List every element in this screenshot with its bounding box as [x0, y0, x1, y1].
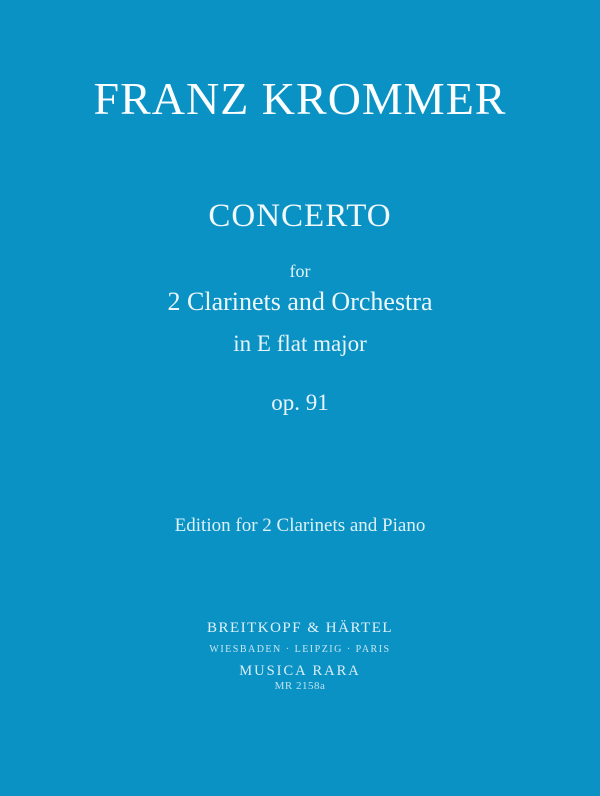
catalog-number: MR 2158a: [274, 680, 326, 692]
edition-note: Edition for 2 Clarinets and Piano: [174, 515, 426, 536]
publisher-imprint: MUSICA RARA: [239, 663, 361, 679]
opus-number: op. 91: [271, 390, 329, 415]
publisher-cities: WIESBADEN · LEIPZIG · PARIS: [209, 644, 391, 655]
subtitle-for: for: [289, 261, 311, 281]
work-key: in E flat major: [233, 331, 367, 356]
publisher-name: BREITKOPF & HÄRTEL: [206, 620, 394, 636]
work-title: CONCERTO: [208, 198, 392, 234]
composer-name: FRANZ KROMMER: [93, 73, 507, 124]
instrumentation: 2 Clarinets and Orchestra: [167, 287, 433, 316]
